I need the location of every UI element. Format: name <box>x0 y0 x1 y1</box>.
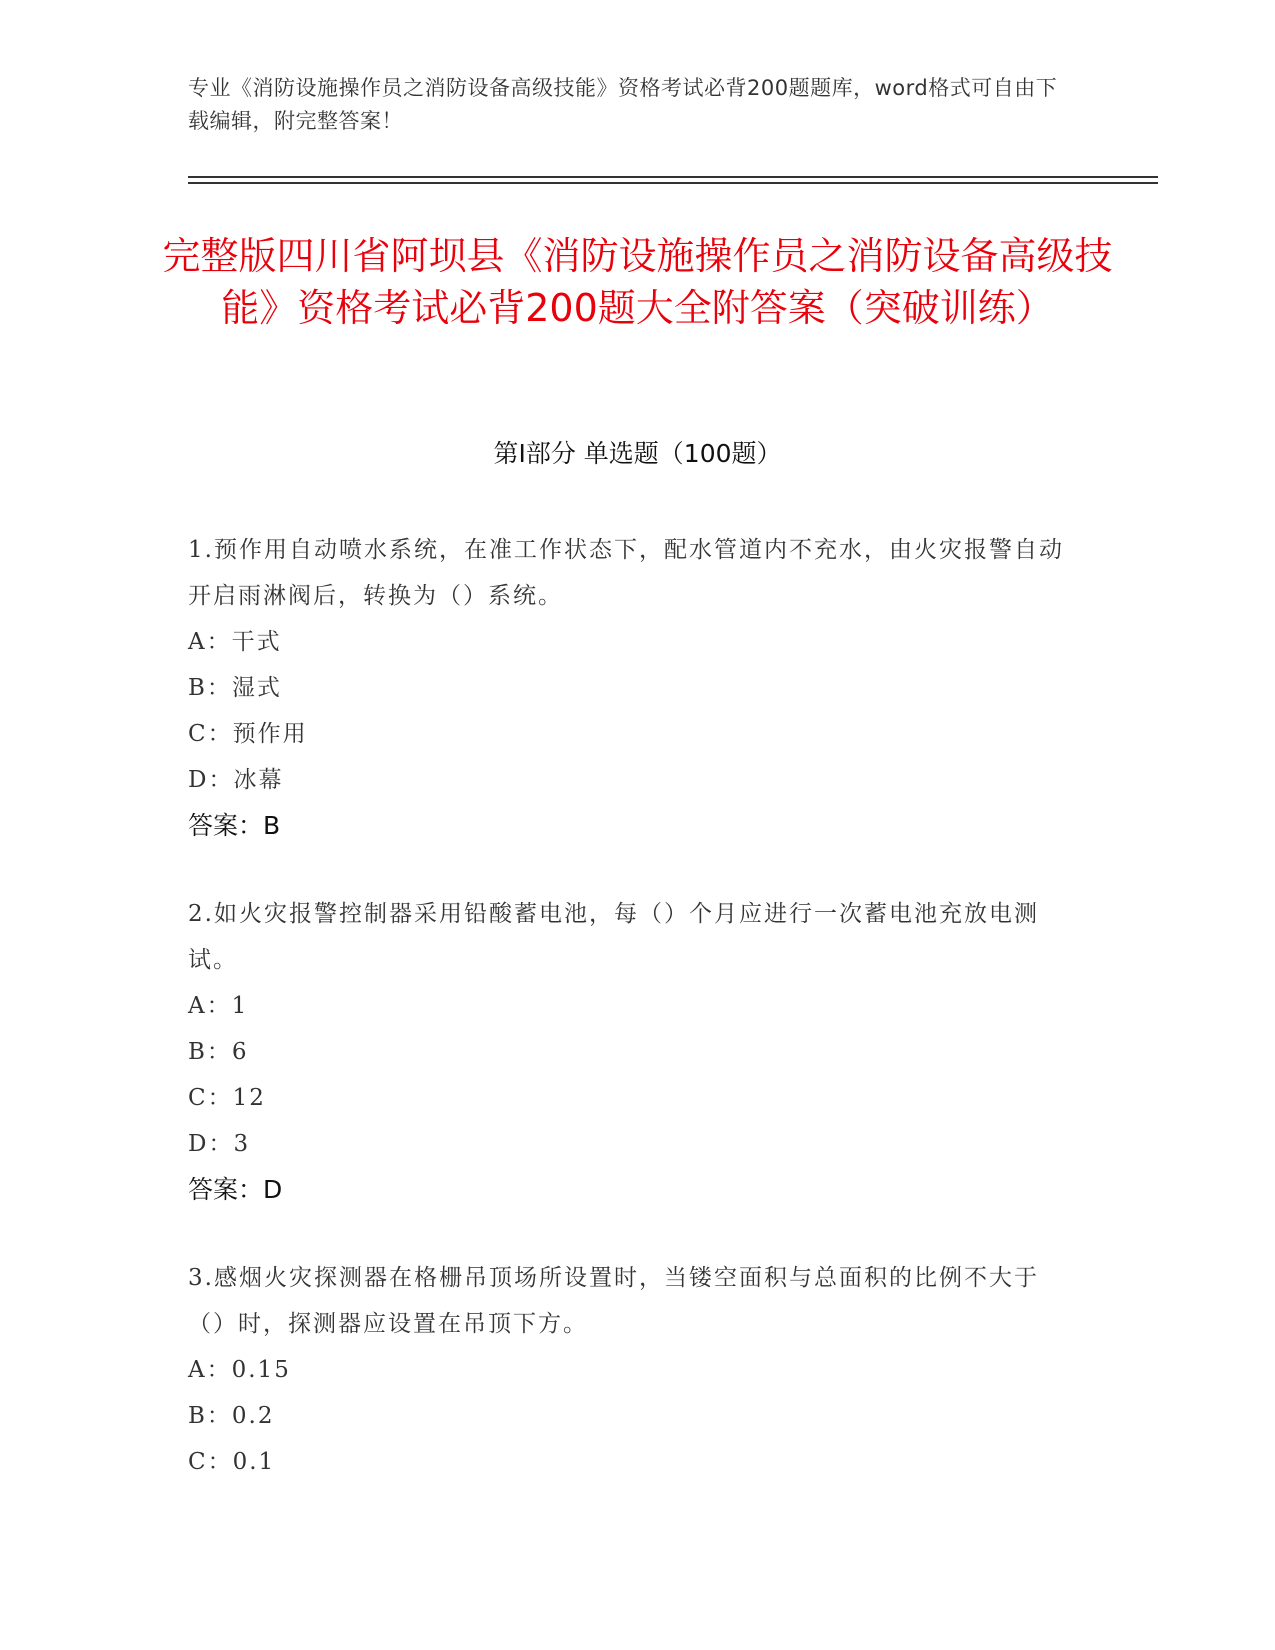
question-text: 2.如火灾报警控制器采用铅酸蓄电池，每（）个月应进行一次蓄电池充放电测试。 <box>188 901 1039 973</box>
header-divider-top <box>188 176 1158 178</box>
option-b: B：湿式 <box>188 675 282 701</box>
option-b: B：6 <box>188 1039 249 1065</box>
option-c: C：预作用 <box>188 721 308 747</box>
answer: 答案：B <box>188 811 281 840</box>
option-a: A：干式 <box>188 629 282 655</box>
section-heading: 第Ⅰ部分 单选题（100题） <box>493 439 782 468</box>
header-divider-bottom <box>188 182 1158 184</box>
question-2 <box>188 891 1068 1213</box>
option-d: D：3 <box>188 1131 251 1157</box>
option-d: D：冰幕 <box>188 767 284 793</box>
option-a: A：0.15 <box>188 1357 291 1383</box>
document-title: 完整版四川省阿坝县《消防设施操作员之消防设备高级技能》资格考试必背200题大全附答案（突破训练） <box>162 234 1113 330</box>
header-note: 专业《消防设施操作员之消防设备高级技能》资格考试必背200题题库，word格式可自由下载编辑，附完整答案！ <box>188 76 1058 133</box>
question-text: 1.预作用自动喷水系统，在准工作状态下，配水管道内不充水，由火灾报警自动开启雨淋阀后，转换为（）系统。 <box>188 537 1064 609</box>
answer: 答案：D <box>188 1175 283 1204</box>
question-1 <box>188 527 1068 849</box>
option-a: A：1 <box>188 993 249 1019</box>
option-c: C：0.1 <box>188 1449 276 1475</box>
option-c: C：12 <box>188 1085 266 1111</box>
question-3 <box>188 1255 1068 1485</box>
option-b: B：0.2 <box>188 1403 275 1429</box>
question-text: 3.感烟火灾探测器在格栅吊顶场所设置时，当镂空面积与总面积的比例不大于（）时，探测器应设置在吊顶下方。 <box>188 1265 1039 1337</box>
